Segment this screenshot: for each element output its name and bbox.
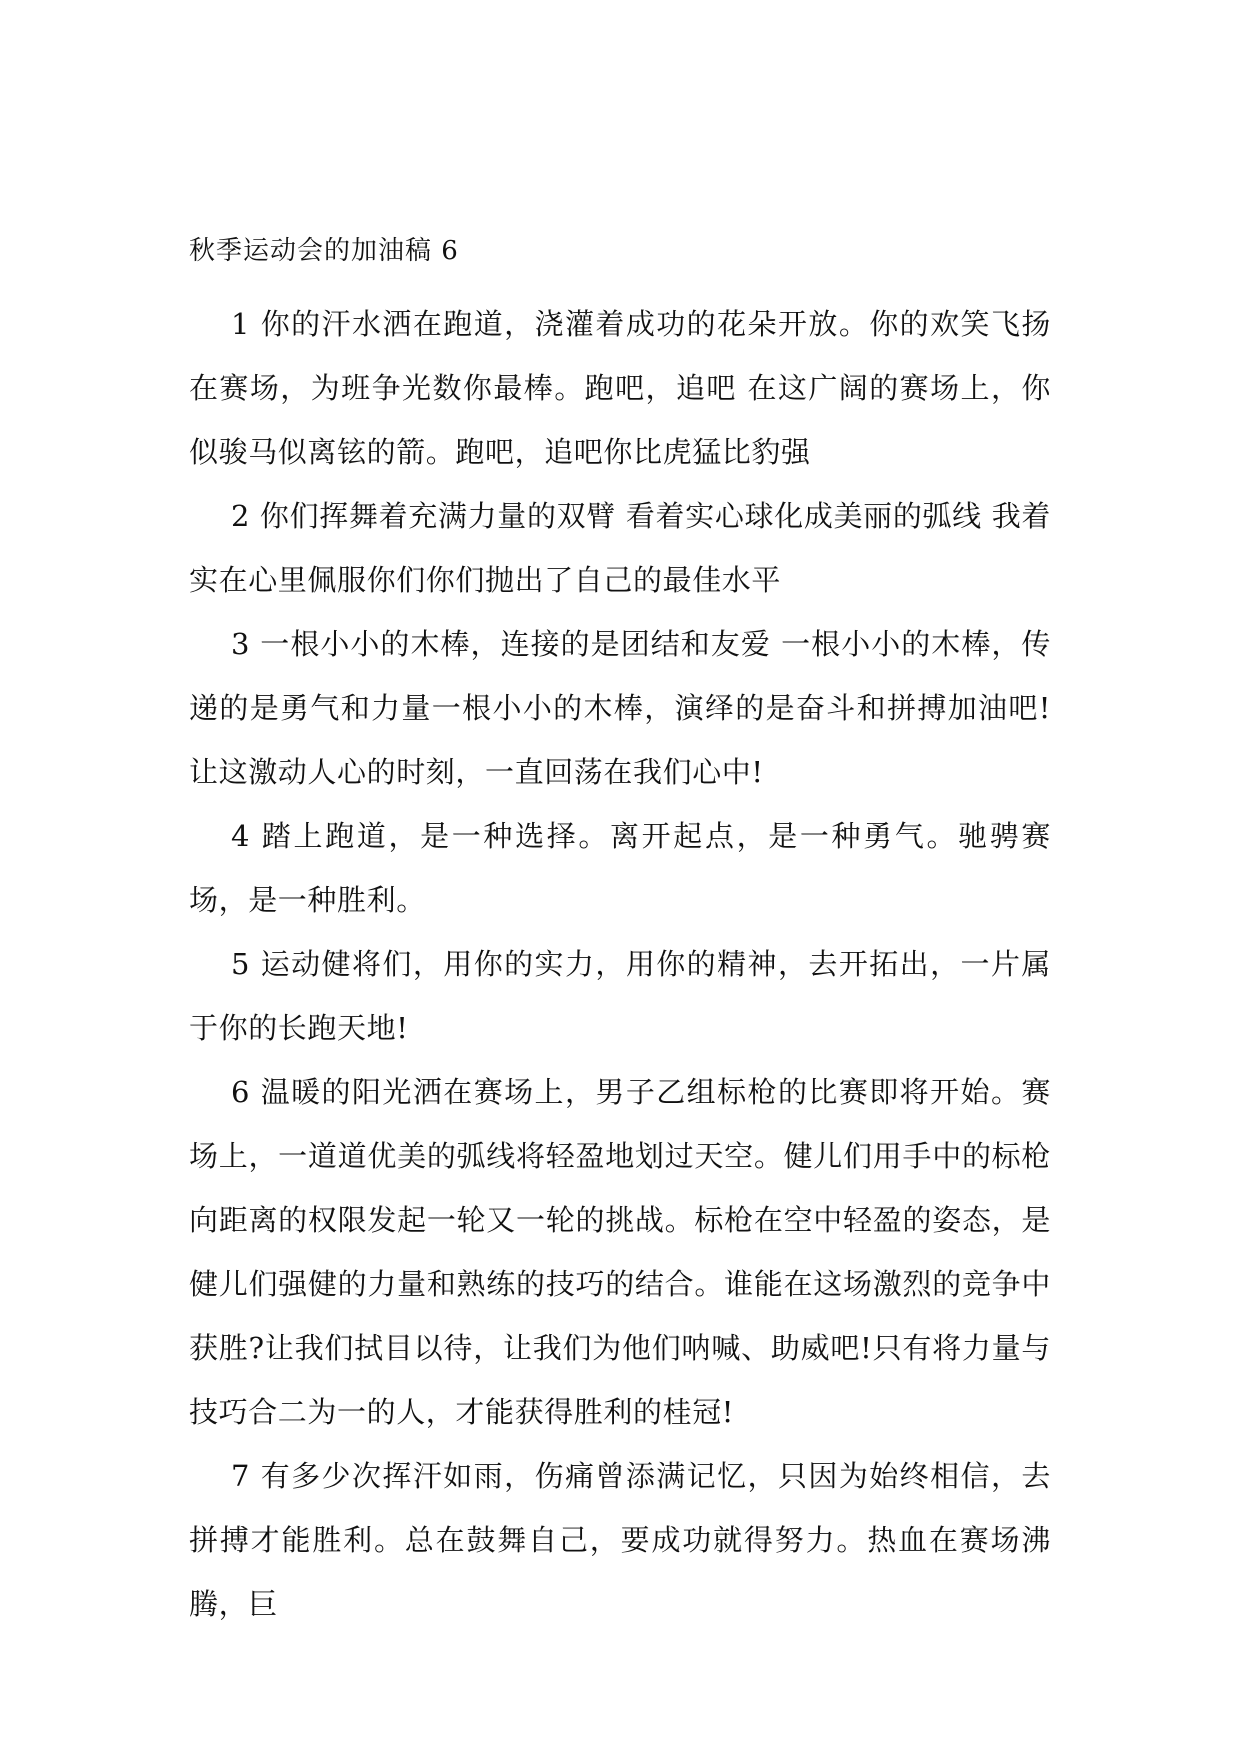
paragraph-2: 2 你们挥舞着充满力量的双臂 看着实心球化成美丽的弧线 我着实在心里佩服你们你们抛出了自己的最佳水平 bbox=[189, 499, 1051, 597]
paragraph-4: 4 踏上跑道，是一种选择。离开起点，是一种勇气。驰骋赛场，是一种胜利。 bbox=[189, 819, 1051, 917]
paragraph-3: 3 一根小小的木棒，连接的是团结和友爱 一根小小的木棒，传递的是勇气和力量一根小小的木棒，演绎的是奋斗和拼搏加油吧!让这激动人心的时刻，一直回荡在我们心中! bbox=[189, 627, 1051, 789]
paragraph-7: 7 有多少次挥汗如雨，伤痛曾添满记忆，只因为始终相信，去拼搏才能胜利。总在鼓舞自己，要成功就得努力。热血在赛场沸腾，巨 bbox=[189, 1459, 1051, 1621]
document-title: 秋季运动会的加油稿 6 bbox=[189, 236, 459, 266]
paragraph-1: 1 你的汗水洒在跑道，浇灌着成功的花朵开放。你的欢笑飞扬在赛场，为班争光数你最棒。跑吧，追吧 在这广阔的赛场上，你似骏马似离铉的箭。跑吧，追吧你比虎猛比豹强 bbox=[189, 307, 1051, 469]
paragraph-6: 6 温暖的阳光洒在赛场上，男子乙组标枪的比赛即将开始。赛场上，一道道优美的弧线将轻盈地划过天空。健儿们用手中的标枪向距离的权限发起一轮又一轮的挑战。标枪在空中轻盈的姿态，是健儿们强健的力量和熟练的技巧的结合。谁能在这场激烈的竞争中获胜?让我们拭目以待，让我们为他们呐喊、助威吧!只有将力量与技巧合二为一的人，才能获得胜利的桂冠! bbox=[189, 1075, 1051, 1429]
document-body bbox=[189, 292, 1051, 1636]
paragraph-5: 5 运动健将们，用你的实力，用你的精神，去开拓出，一片属于你的长跑天地! bbox=[189, 947, 1051, 1045]
